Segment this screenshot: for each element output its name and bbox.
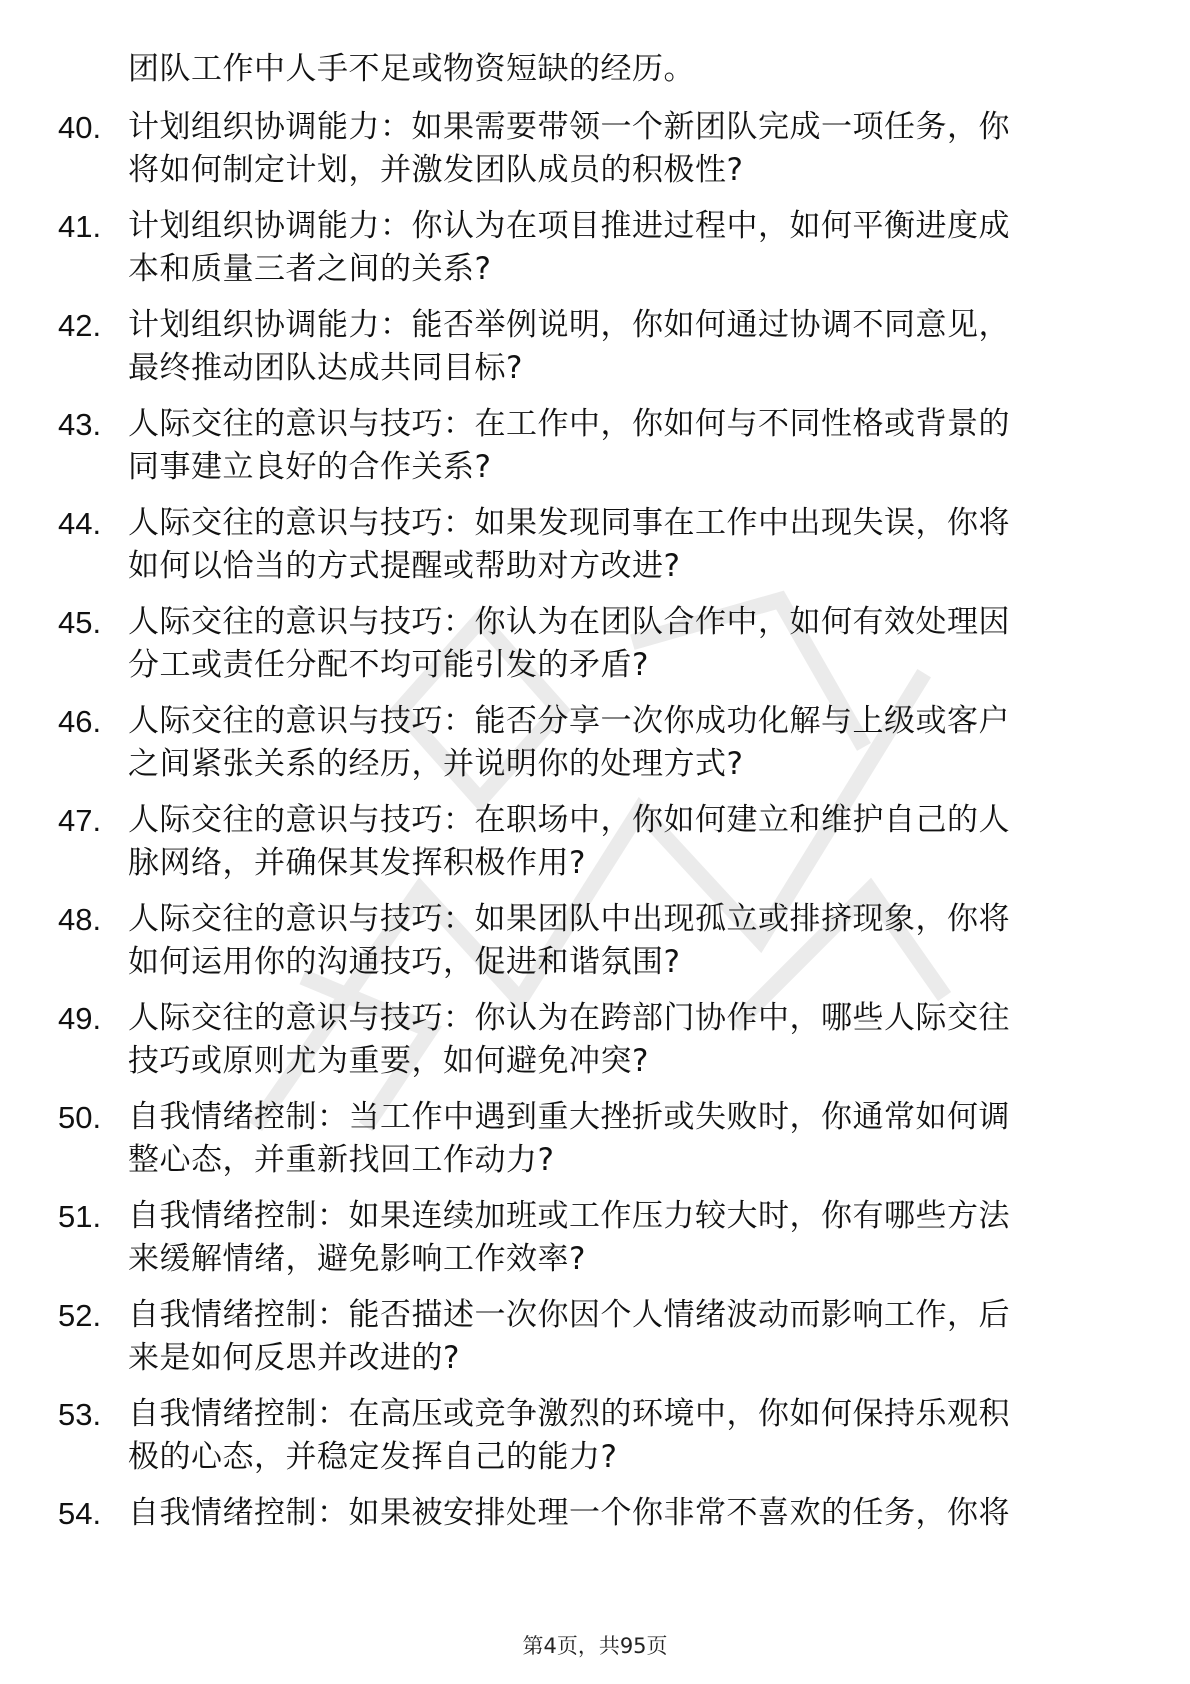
question-text-line: 技巧或原则尤为重要，如何避免冲突?	[128, 1043, 649, 1079]
question-text-line: 计划组织协调能力：能否举例说明，你如何通过协调不同意见，	[128, 307, 1010, 343]
question-number: 46.	[58, 704, 102, 739]
question-text-line: 如何以恰当的方式提醒或帮助对方改进?	[128, 548, 681, 584]
question-item	[0, 1096, 1190, 1182]
question-text-line: 将如何制定计划，并激发团队成员的积极性?	[128, 152, 744, 188]
question-text-line: 人际交往的意识与技巧：你认为在团队合作中，如何有效处理因	[128, 604, 1010, 640]
question-text-line: 自我情绪控制：在高压或竞争激烈的环境中，你如何保持乐观积	[128, 1396, 1010, 1432]
question-text-line: 计划组织协调能力：如果需要带领一个新团队完成一项任务，你	[128, 109, 1010, 145]
question-item	[0, 1195, 1190, 1281]
question-item	[0, 700, 1190, 786]
question-number: 44.	[58, 506, 102, 541]
question-number: 51.	[58, 1199, 102, 1234]
question-item	[0, 601, 1190, 687]
question-number: 47.	[58, 803, 102, 838]
question-number: 41.	[58, 209, 102, 244]
question-item	[0, 403, 1190, 489]
continuation-text	[0, 48, 1190, 91]
continuation-line: 团队工作中人手不足或物资短缺的经历。	[128, 51, 695, 87]
question-text-line: 脉网络，并确保其发挥积极作用?	[128, 845, 586, 881]
question-list	[0, 106, 1190, 1535]
question-number: 45.	[58, 605, 102, 640]
question-number: 53.	[58, 1397, 102, 1432]
question-item	[0, 106, 1190, 192]
question-text-line: 整心态，并重新找回工作动力?	[128, 1142, 555, 1178]
question-number: 43.	[58, 407, 102, 442]
question-number: 49.	[58, 1001, 102, 1036]
question-text-line: 人际交往的意识与技巧：在工作中，你如何与不同性格或背景的	[128, 406, 1010, 442]
question-number: 52.	[58, 1298, 102, 1333]
page-footer: 第4页，共95页	[522, 1634, 668, 1658]
question-number: 50.	[58, 1100, 102, 1135]
question-item	[0, 304, 1190, 390]
question-text-line: 同事建立良好的合作关系?	[128, 449, 492, 485]
question-item	[0, 205, 1190, 291]
question-text-line: 人际交往的意识与技巧：如果团队中出现孤立或排挤现象，你将	[128, 901, 1010, 937]
question-number: 48.	[58, 902, 102, 937]
question-text-line: 人际交往的意识与技巧：能否分享一次你成功化解与上级或客户	[128, 703, 1010, 739]
question-item	[0, 502, 1190, 588]
question-text-line: 人际交往的意识与技巧：在职场中，你如何建立和维护自己的人	[128, 802, 1010, 838]
question-text-line: 自我情绪控制：如果被安排处理一个你非常不喜欢的任务，你将	[128, 1495, 1010, 1531]
document-content	[0, 48, 1190, 1548]
question-text-line: 最终推动团队达成共同目标?	[128, 350, 523, 386]
question-text-line: 人际交往的意识与技巧：你认为在跨部门协作中，哪些人际交往	[128, 1000, 1010, 1036]
question-number: 42.	[58, 308, 102, 343]
question-item	[0, 799, 1190, 885]
question-item	[0, 1294, 1190, 1380]
question-text-line: 自我情绪控制：能否描述一次你因个人情绪波动而影响工作，后	[128, 1297, 1010, 1333]
question-text-line: 极的心态，并稳定发挥自己的能力?	[128, 1439, 618, 1475]
question-text-line: 本和质量三者之间的关系?	[128, 251, 492, 287]
question-item	[0, 898, 1190, 984]
question-text-line: 自我情绪控制：如果连续加班或工作压力较大时，你有哪些方法	[128, 1198, 1010, 1234]
question-item	[0, 1492, 1190, 1535]
question-text-line: 来缓解情绪，避免影响工作效率?	[128, 1241, 586, 1277]
question-text-line: 计划组织协调能力：你认为在项目推进过程中，如何平衡进度成	[128, 208, 1010, 244]
question-item	[0, 1393, 1190, 1479]
question-number: 40.	[58, 110, 102, 145]
question-text-line: 分工或责任分配不均可能引发的矛盾?	[128, 647, 649, 683]
question-text-line: 自我情绪控制：当工作中遇到重大挫折或失败时，你通常如何调	[128, 1099, 1010, 1135]
question-text-line: 来是如何反思并改进的?	[128, 1340, 460, 1376]
question-text-line: 人际交往的意识与技巧：如果发现同事在工作中出现失误，你将	[128, 505, 1010, 541]
question-item	[0, 997, 1190, 1083]
question-text-line: 如何运用你的沟通技巧，促进和谐氛围?	[128, 944, 681, 980]
question-number: 54.	[58, 1496, 102, 1531]
question-text-line: 之间紧张关系的经历，并说明你的处理方式?	[128, 746, 744, 782]
